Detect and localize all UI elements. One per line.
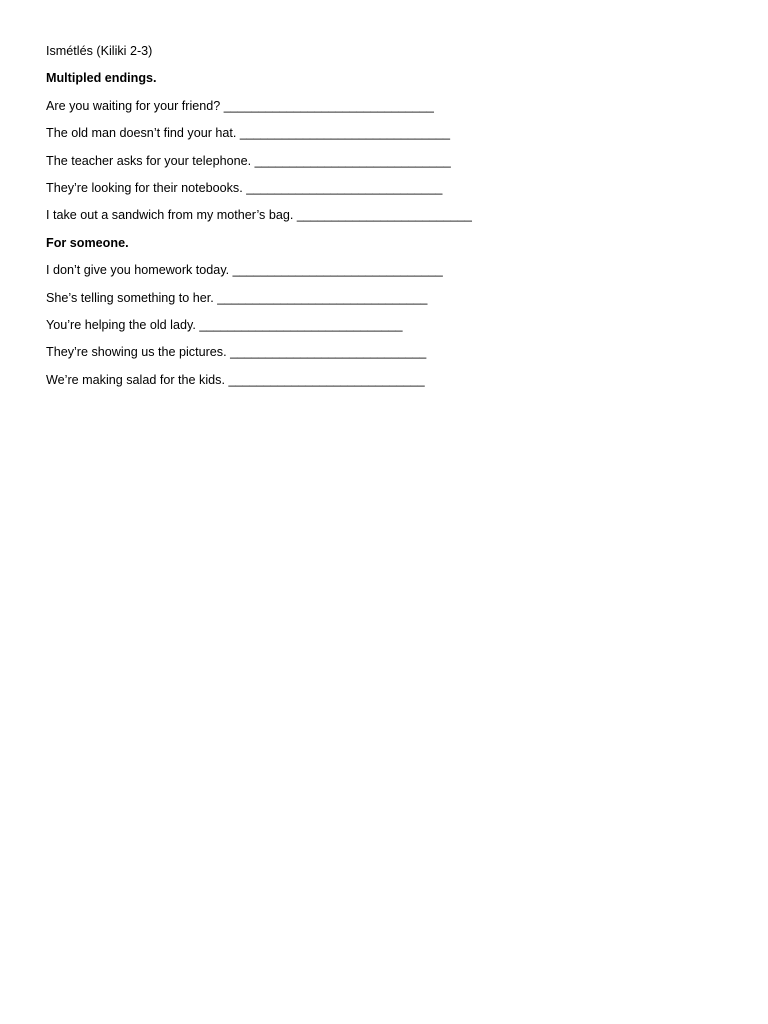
exercise-sentence: They’re looking for their notebooks. ____________________________ xyxy=(46,180,443,195)
section-heading-for-someone: For someone. xyxy=(46,235,129,250)
worksheet-page xyxy=(46,42,726,398)
exercise-sentence: The old man doesn’t find your hat. ______________________________ xyxy=(46,126,451,141)
exercise-sentence: She’s telling something to her. ______________________________ xyxy=(46,290,428,305)
section-heading-multipled-endings: Multipled endings. xyxy=(46,71,157,86)
exercise-sentence: They’re showing us the pictures. ____________________________ xyxy=(46,345,427,360)
exercise-sentence: You’re helping the old lady. _____________________________ xyxy=(46,317,403,332)
exercise-sentence: The teacher asks for your telephone. ____________________________ xyxy=(46,153,451,168)
exercise-sentence: I don’t give you homework today. ______________________________ xyxy=(46,263,443,278)
page-title: Ismétlés (Kiliki 2-3) xyxy=(46,44,153,58)
exercise-sentence: Are you waiting for your friend? ______________________________ xyxy=(46,98,434,113)
exercise-sentence: I take out a sandwich from my mother’s bag. _________________________ xyxy=(46,208,472,223)
exercise-sentence: We’re making salad for the kids. ____________________________ xyxy=(46,372,425,387)
